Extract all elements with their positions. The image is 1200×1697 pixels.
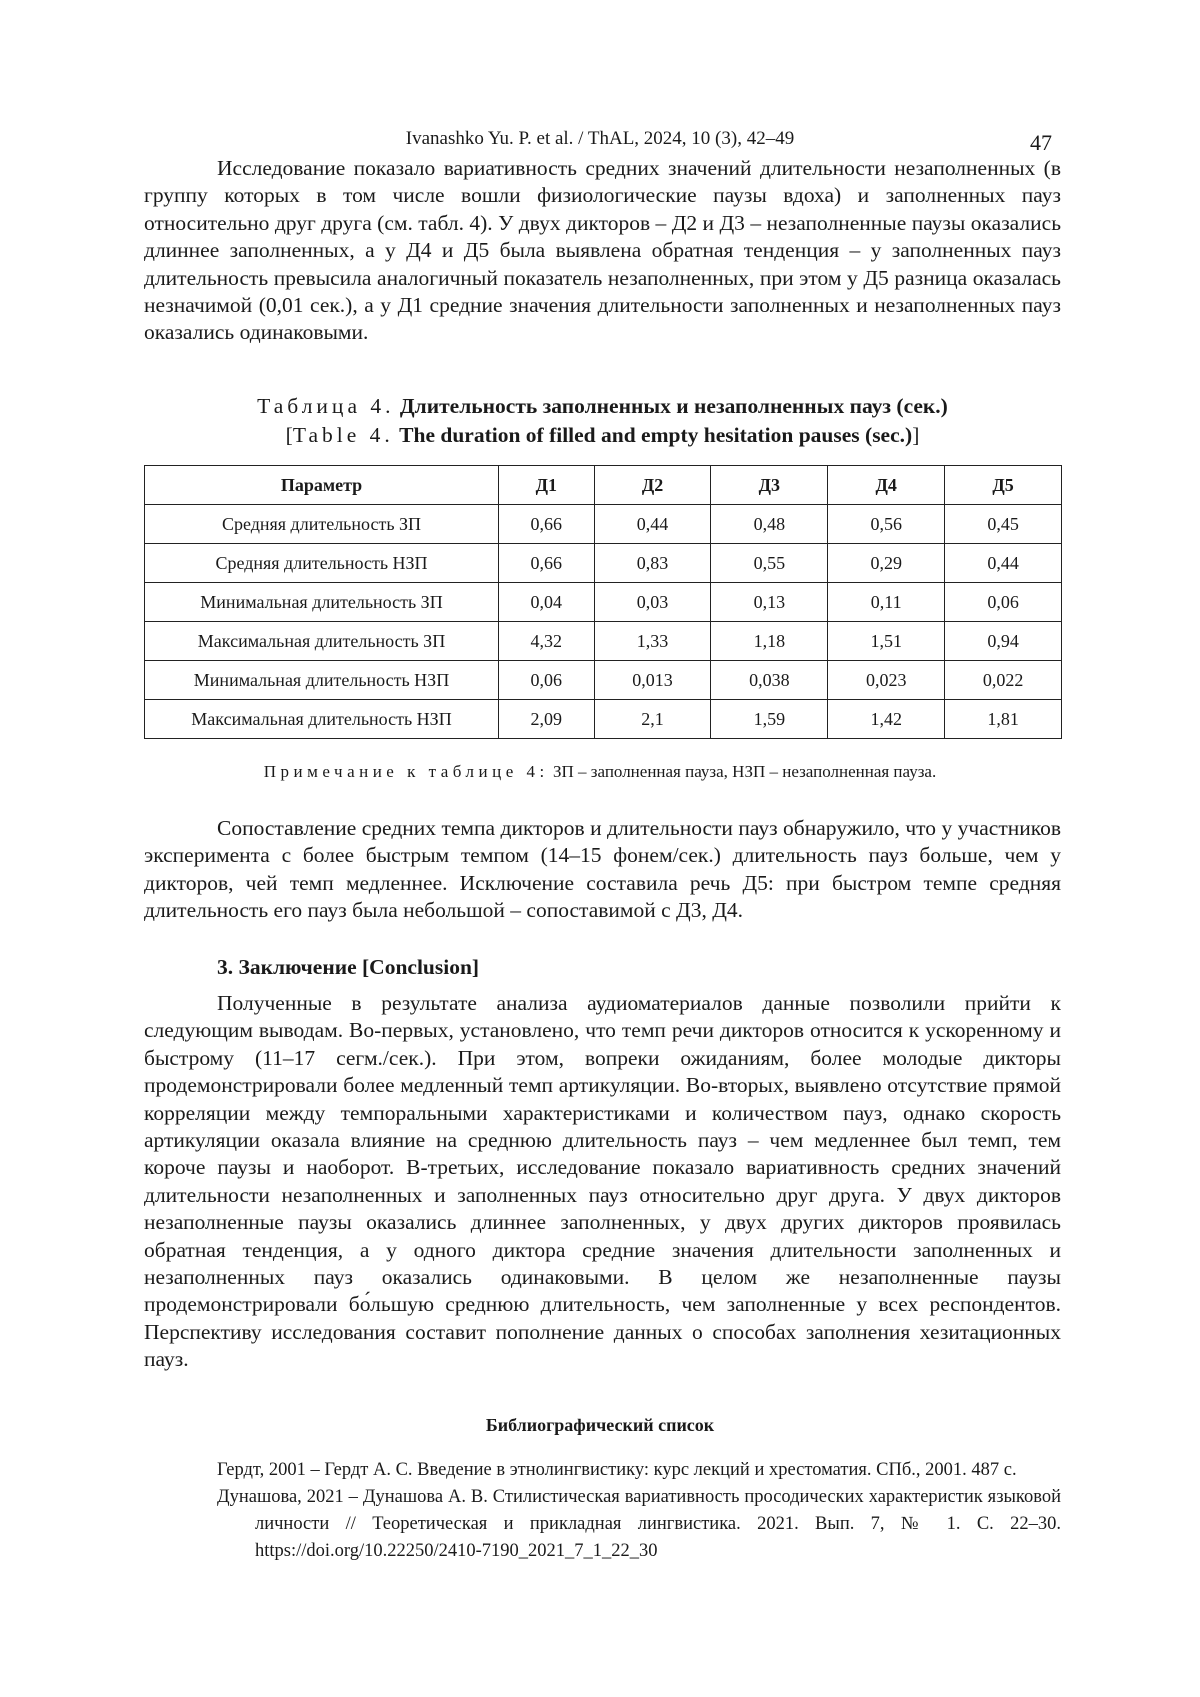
table-cell: Минимальная длительность ЗП [145, 583, 499, 622]
table-cell: 0,44 [594, 505, 711, 544]
table-cell: 1,51 [828, 622, 945, 661]
table-header-row [145, 466, 1062, 505]
table-caption-en-open: [ [285, 423, 293, 447]
table-row [145, 622, 1062, 661]
table-header-cell: Д1 [499, 466, 595, 505]
table-header-cell: Д2 [594, 466, 711, 505]
table-cell: 0,13 [711, 583, 828, 622]
table-cell: 0,66 [499, 544, 595, 583]
table-cell: 1,18 [711, 622, 828, 661]
table-row [145, 544, 1062, 583]
table-cell: 0,66 [499, 505, 595, 544]
table-cell: 1,33 [594, 622, 711, 661]
table-cell: Средняя длительность ЗП [145, 505, 499, 544]
paragraph-2: Сопоставление средних темпа дикторов и длительности пауз обнаружило, что у участников эксперимента с более быстрым темпом (14–15 фонем/сек.) длительность пауз больше, чем у дикторов, чей темп медленнее. Исключение составила речь Д5: при быстром темпе средняя длительность его пауз была небольшой – сопоставимой с Д3, Д4. [144, 816, 1061, 923]
table-row [145, 661, 1062, 700]
bibliography-item: Гердт, 2001 – Гердт А. С. Введение в этнолингвистику: курс лекций и хрестоматия. СПб., 2001. 487 с. [217, 1460, 1017, 1480]
table-cell: 0,29 [828, 544, 945, 583]
table-cell: Максимальная длительность ЗП [145, 622, 499, 661]
table-note-prefix: Примечание к таблице 4: [263, 762, 549, 781]
bibliography-item: Дунашова, 2021 – Дунашова А. В. Стилистическая вариативность просодических характеристик языковой личности // Теоретическая и прикладная лингвистика. 2021. Вып. 7, № 1. С. 22–30. https://doi.org/10.22250/2410-7190_2021_7_1_22_30 [217, 1487, 1061, 1561]
table-cell: 0,11 [828, 583, 945, 622]
table-cell: 0,55 [711, 544, 828, 583]
running-header: Ivanashko Yu. P. et al. / ThAL, 2024, 10 (3), 42–49 [405, 128, 795, 149]
page-number: 47 [1030, 130, 1052, 155]
table-cell: 1,81 [945, 700, 1062, 739]
table-cell: 0,013 [594, 661, 711, 700]
table-cell: 0,56 [828, 505, 945, 544]
table-caption-en-title: The duration of filled and empty hesitation pauses (sec.) [399, 423, 913, 447]
table-cell: 0,023 [828, 661, 945, 700]
paragraph-3-container [144, 990, 1061, 1374]
pause-duration-table [144, 465, 1062, 739]
table-cell: Средняя длительность НЗП [145, 544, 499, 583]
table-header-cell: Д4 [828, 466, 945, 505]
table-caption-ru-title: Длительность заполненных и незаполненных пауз (сек.) [399, 394, 948, 418]
table-cell: Максимальная длительность НЗП [145, 700, 499, 739]
table-cell: 0,44 [945, 544, 1062, 583]
section-title: 3. Заключение [Conclusion] [217, 955, 480, 979]
table-cell: 2,09 [499, 700, 595, 739]
bibliography-list [144, 1457, 1061, 1565]
table-cell: 0,022 [945, 661, 1062, 700]
table-cell: 0,45 [945, 505, 1062, 544]
table-row [145, 583, 1062, 622]
table-cell: 2,1 [594, 700, 711, 739]
table-cell: 0,04 [499, 583, 595, 622]
paragraph-2-container [144, 815, 1061, 925]
table-header-cell: Д5 [945, 466, 1062, 505]
table-caption-en-prefix: Table 4. [292, 423, 394, 447]
table-cell: 0,06 [945, 583, 1062, 622]
table-caption-en-close: ] [912, 423, 920, 447]
paragraph-3: Полученные в результате анализа аудиоматериалов данные позволили прийти к следующим выводам. Во-первых, установлено, что темп речи дикторов относится к ускоренному и быстрому (11–17 сегм./сек.). При этом, вопреки ожиданиям, более молодые дикторы продемонстрировали более медленный темп артикуляции. Во-вторых, выявлено отсутствие прямой корреляции между темпоральными характеристиками и количеством пауз, однако скорость артикуляции оказала влияние на среднюю длительность пауз – чем медленнее был темп, тем короче паузы и наоборот. В-третьих, исследование показало вариативность средних значений длительности незаполненных и заполненных пауз относительно друг друга. У двух дикторов незаполненные паузы оказались длиннее заполненных, у двух других дикторов проявилась обратная тенденция, а у одного диктора средние значения длительности заполненных и незаполненных пауз оказались одинаковыми. В целом же незаполненные паузы продемонстрировали бо́льшую среднюю длительность, чем заполненные у всех респондентов. Перспективу исследования составит пополнение данных о способах заполнения хезитационных пауз. [144, 991, 1061, 1372]
table-cell: 0,83 [594, 544, 711, 583]
table-cell: 0,03 [594, 583, 711, 622]
table-cell: 1,59 [711, 700, 828, 739]
table-cell: 0,94 [945, 622, 1062, 661]
table-cell: Минимальная длительность НЗП [145, 661, 499, 700]
paragraph-1: Исследование показало вариативность средних значений длительности незаполненных (в группу которых в том числе вошли физиологические паузы вдоха) и заполненных пауз относительно друг друга (см. табл. 4). У двух дикторов – Д2 и Д3 – незаполненные паузы оказались длиннее заполненных, а у Д4 и Д5 была выявлена обратная тенденция – у заполненных пауз длительность превысила аналогичный показатель незаполненных, при этом у Д5 разница оказалась незначимой (0,01 сек.), а у Д1 средние значения длительности заполненных и незаполненных пауз оказались одинаковыми. [144, 156, 1061, 345]
table-note-text: ЗП – заполненная пауза, НЗП – незаполненная пауза. [552, 762, 937, 781]
table-caption-en [144, 421, 1061, 450]
table-caption-ru-prefix: Таблица 4. [257, 394, 395, 418]
table-cell: 0,48 [711, 505, 828, 544]
table-row [145, 700, 1062, 739]
paragraph-1-container [144, 155, 1061, 347]
table-cell: 0,06 [499, 661, 595, 700]
bibliography-title: Библиографический список [485, 1415, 715, 1435]
table-row [145, 505, 1062, 544]
table-cell: 4,32 [499, 622, 595, 661]
table-header-cell: Параметр [145, 466, 499, 505]
table-caption-ru [144, 392, 1061, 421]
table-cell: 0,038 [711, 661, 828, 700]
table-header-cell: Д3 [711, 466, 828, 505]
table-note [0, 762, 1200, 782]
table-cell: 1,42 [828, 700, 945, 739]
